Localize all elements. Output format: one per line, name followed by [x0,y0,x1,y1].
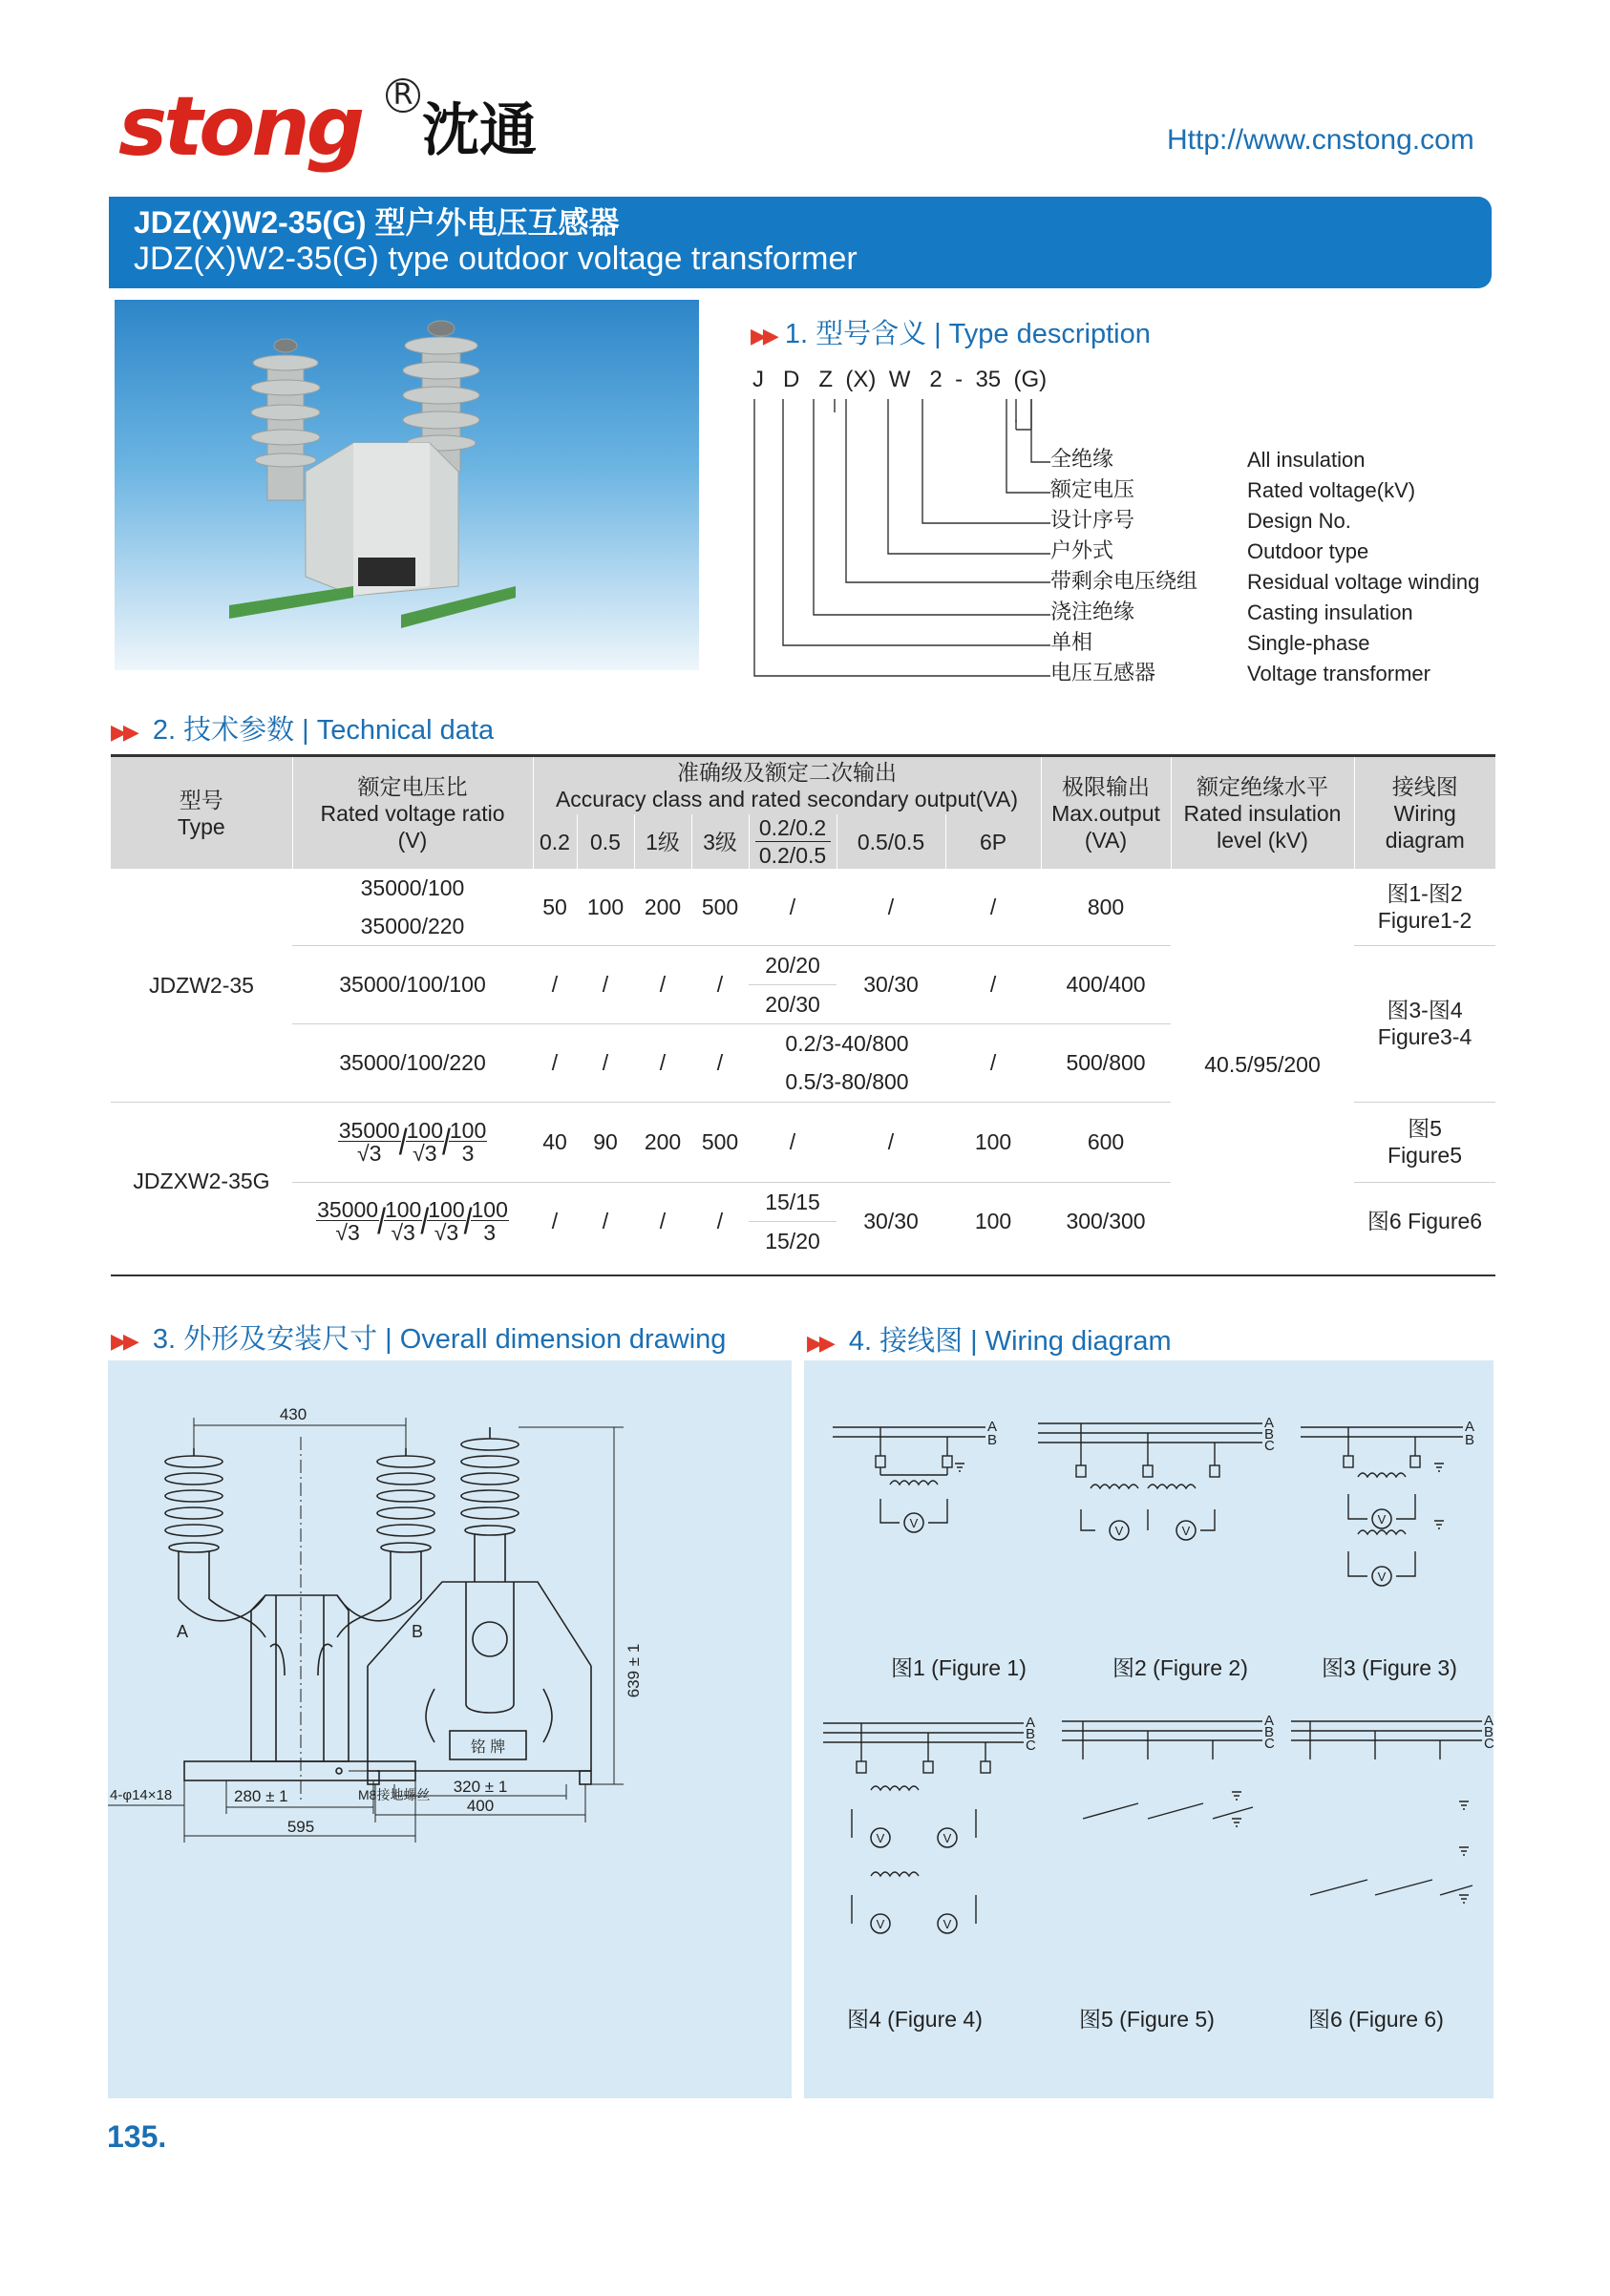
table-cell: / [945,1023,1041,1102]
section-heading-wiring-diagram: ▶▶ 4. 接线图 | Wiring diagram [807,1326,1172,1357]
meaning-cn: 额定电压 [1050,478,1135,502]
type-code-meanings-cn [1050,445,1197,689]
table-cell: 300/300 [1041,1182,1171,1260]
table-cell: 15/15 [749,1182,837,1221]
wiring-diagram-panel [799,1354,1494,2098]
table-cell: / [577,945,634,1023]
section-heading-dimension-drawing: ▶▶ 3. 外形及安装尺寸 | Overall dimension drawing [111,1324,727,1355]
table-cell: 200 [644,894,682,919]
section-title-cn: 技术参数 [183,715,295,746]
table-cell: 500 [701,894,739,919]
nameplate-label: 铭 牌 [470,1739,506,1756]
figure-2-caption: 图2 (Figure 2) [1112,1655,1248,1680]
svg-text:C: C [1264,1736,1275,1752]
svg-text:C: C [1484,1736,1494,1752]
technical-data-table [111,757,1495,1260]
table-cell-ratio: 35000/100 [360,875,465,900]
meaning-en: Design No. [1247,509,1351,533]
table-cell: 600 [1041,1102,1171,1182]
table-cell: 400/400 [1041,945,1171,1023]
double-arrow-icon: ▶▶ [751,324,775,348]
table-cell: 40 [533,1102,577,1182]
table-cell-wiring: 图5 Figure5 [1354,1102,1495,1182]
type-code [752,367,1047,393]
col-header-acc: 0.5/0.5 [837,814,945,869]
section-title-cn: 型号含义 [816,319,927,349]
section-heading-type-description: ▶▶ 1. 型号含义 | Type description [751,319,1151,349]
section-number: 1. [784,319,809,349]
table-cell: / [533,1182,577,1260]
double-arrow-icon: ▶▶ [111,1329,136,1353]
table-cell-ratio: $\frac{35000}{√3}$ / $\frac{100}{√3}$ / $\frac{100}{3}$ [292,1102,533,1182]
meaning-cn: 浇注绝缘 [1050,600,1135,624]
col-header-ratio: 额定电压比 Rated voltage ratio (V) [292,757,533,869]
svg-text:A: A [1264,1713,1275,1729]
figure-5-caption: 图5 (Figure 5) [1079,2007,1215,2032]
col-header-acc: 6P [945,814,1041,869]
table-cell-ratio: $\frac{35000}{√3}$ / $\frac{100}{√3}$ / $\frac{100}{√3}$ / $\frac{100}{3}$ [292,1182,533,1260]
table-cell: 200 [634,1102,691,1182]
svg-text:A: A [1026,1715,1036,1731]
meaning-en: Outdoor type [1247,539,1369,563]
svg-text:A: A [1484,1713,1494,1729]
table-cell: / [577,1182,634,1260]
table-cell: / [789,894,796,919]
meaning-cn: 单相 [1050,631,1093,655]
ground-bolt-label: M8接地螺丝 [358,1787,431,1802]
table-cell: / [533,945,577,1023]
code-letter: Z [818,367,834,392]
col-header-wiring: 接线图 Wiring diagram [1354,757,1495,869]
dim-holes: 4-φ14×18 [110,1787,173,1803]
svg-text:B: B [1484,1724,1494,1740]
table-cell: / [989,894,997,919]
table-cell: / [634,1023,691,1102]
table-cell-wiring: 图1-图2 Figure1-2 [1377,880,1472,933]
section-title-cn: 接线图 [879,1326,964,1357]
meaning-cn: 带剩余电压绕组 [1050,570,1198,594]
col-header-acc: 3级 [691,814,749,869]
website-url[interactable]: Http://www.cnstong.com [1167,124,1474,156]
table-cell: / [577,1023,634,1102]
dimension-drawing [108,1360,792,2098]
col-header-insulation: 额定绝缘水平 Rated insulation level (kV) [1171,757,1354,869]
section-title-en: Wiring diagram [985,1326,1172,1357]
col-header-acc: 1级 [634,814,691,869]
product-photo [115,300,699,670]
meaning-en: All insulation [1247,448,1366,472]
code-letter: W [888,367,911,392]
terminal-b-label: B [412,1622,424,1641]
dim-320: 320 ± 1 [453,1778,508,1796]
insulator-side [461,1427,519,1582]
svg-text:A: A [987,1419,998,1435]
table-cell: / [533,1023,577,1102]
table-cell: 500/800 [1041,1023,1171,1102]
double-arrow-icon: ▶▶ [807,1331,832,1355]
table-cell: / [691,1023,749,1102]
table-cell-wiring: 图3-图4 Figure3-4 [1354,945,1495,1102]
brand-logo [118,78,567,175]
col-header-acc: 0.2/0.2 0.2/0.5 [749,814,837,869]
table-cell: 0.5/3-80/800 [785,1069,909,1095]
col-header-acc: 0.5 [577,814,634,869]
wiring-diagrams: V AB ABC AB ABC ABC ABC 图1 (Figure 1) 图2 (Figure 2) 图3 (Figure 3) 图4 (Figure 4) 图5 (Figure 5) 图6 (Figure 6) [799,1354,1494,2032]
figure-1-caption: 图1 (Figure 1) [891,1655,1027,1680]
table-cell: / [749,1102,837,1182]
section-number: 3. [152,1324,177,1355]
svg-text:B: B [1026,1726,1036,1742]
dim-430: 430 [279,1405,307,1423]
logo-wordmark: stong [118,79,362,175]
page-number: 135. [107,2119,167,2154]
table-cell-ratio: 35000/100/220 [292,1023,533,1102]
table-cell: / [634,1182,691,1260]
table-cell: 30/30 [837,1182,945,1260]
section-heading-technical-data: ▶▶ 2. 技术参数 | Technical data [111,715,495,746]
section-title-en: Technical data [316,715,495,746]
meaning-en: Residual voltage winding [1247,570,1480,594]
svg-text:A: A [1465,1419,1475,1435]
code-letter: - [955,367,964,392]
type-code-meanings-en [1247,445,1479,689]
meaning-en: Casting insulation [1247,600,1413,624]
section-title-en: Overall dimension drawing [399,1324,727,1355]
page-title-cn: JDZ(X)W2-35(G) 型户外电压互感器 [134,205,620,240]
table-cell-type: JDZXW2-35G [111,1102,292,1260]
table-cell: / [691,1182,749,1260]
table-cell: 500 [691,1102,749,1182]
table-cell: 100 [945,1182,1041,1260]
table-cell: 90 [577,1102,634,1182]
code-letter: 35 [975,367,1002,392]
dim-400: 400 [466,1797,495,1815]
table-cell: 20/30 [749,984,837,1023]
dim-595: 595 [286,1818,315,1836]
meaning-en: Rated voltage(kV) [1247,478,1416,502]
table-cell: 100 [586,894,625,919]
table-cell-insulation: 40.5/95/200 [1204,1052,1321,1077]
meaning-en: Single-phase [1247,631,1370,655]
table-cell: / [691,945,749,1023]
dim-280: 280 ± 1 [234,1787,288,1805]
svg-text:A: A [1264,1415,1275,1431]
table-cell: / [837,1102,945,1182]
svg-text:B: B [1264,1724,1275,1740]
registered-mark: R [386,78,420,113]
code-letter: (X) [845,367,877,392]
svg-text:B: B [1264,1426,1275,1443]
code-letter: 2 [929,367,943,392]
code-letter: D [783,367,800,392]
type-code-leader-lines [745,391,1050,687]
meaning-cn: 设计序号 [1050,509,1135,533]
terminal-a-label: A [177,1622,189,1641]
table-cell: 50 [542,894,567,919]
table-bottom-rule [111,1274,1495,1276]
svg-text:B: B [1465,1432,1475,1448]
col-header-accuracy: 准确级及额定二次输出 Accuracy class and rated secondary output(VA) [533,757,1041,814]
section-title-cn: 外形及安装尺寸 [183,1324,378,1355]
page-title-en: JDZ(X)W2-35(G) type outdoor voltage transformer [134,241,858,277]
meaning-en: Voltage transformer [1247,662,1430,685]
table-cell: / [945,945,1041,1023]
code-letter: J [752,367,764,392]
insulator-left [165,1448,222,1599]
table-cell: / [634,945,691,1023]
code-letter: (G) [1013,367,1048,392]
insulator-right [377,1448,434,1599]
figure-3-caption: 图3 (Figure 3) [1322,1655,1457,1680]
dim-639: 639 ± 1 [625,1643,643,1698]
col-header-max-output: 极限输出 Max.output (VA) [1041,757,1171,869]
section-number: 2. [152,715,177,746]
meaning-cn: 户外式 [1050,539,1114,563]
meaning-cn: 电压互感器 [1050,662,1156,685]
table-cell: 800 [1087,894,1125,919]
table-cell: 30/30 [837,945,945,1023]
table-cell: 0.2/3-40/800 [749,1023,945,1063]
table-cell-ratio: 35000/220 [360,913,465,938]
table-cell-ratio: 35000/100/100 [292,945,533,1023]
table-cell: 20/20 [749,945,837,984]
col-header-type: 型号 Type [111,757,292,869]
figure-6-caption: 图6 (Figure 6) [1308,2007,1444,2032]
section-number: 4. [848,1326,873,1357]
svg-text:B: B [987,1432,998,1448]
dimension-drawing-panel [108,1360,792,2098]
table-cell: 100 [945,1102,1041,1182]
double-arrow-icon: ▶▶ [111,720,136,744]
table-cell-wiring: 图6 Figure6 [1354,1182,1495,1260]
svg-text:C: C [1264,1438,1275,1454]
svg-text:C: C [1026,1738,1036,1754]
section-title-en: Type description [948,319,1151,349]
logo-chinese-name: 沈通 [422,97,537,164]
col-header-acc: 0.2 [533,814,577,869]
table-cell-type: JDZW2-35 [149,972,254,998]
table-cell: 15/20 [749,1221,837,1260]
table-cell: / [887,894,895,919]
meaning-cn: 全绝缘 [1050,448,1114,472]
figure-4-caption: 图4 (Figure 4) [847,2007,983,2032]
